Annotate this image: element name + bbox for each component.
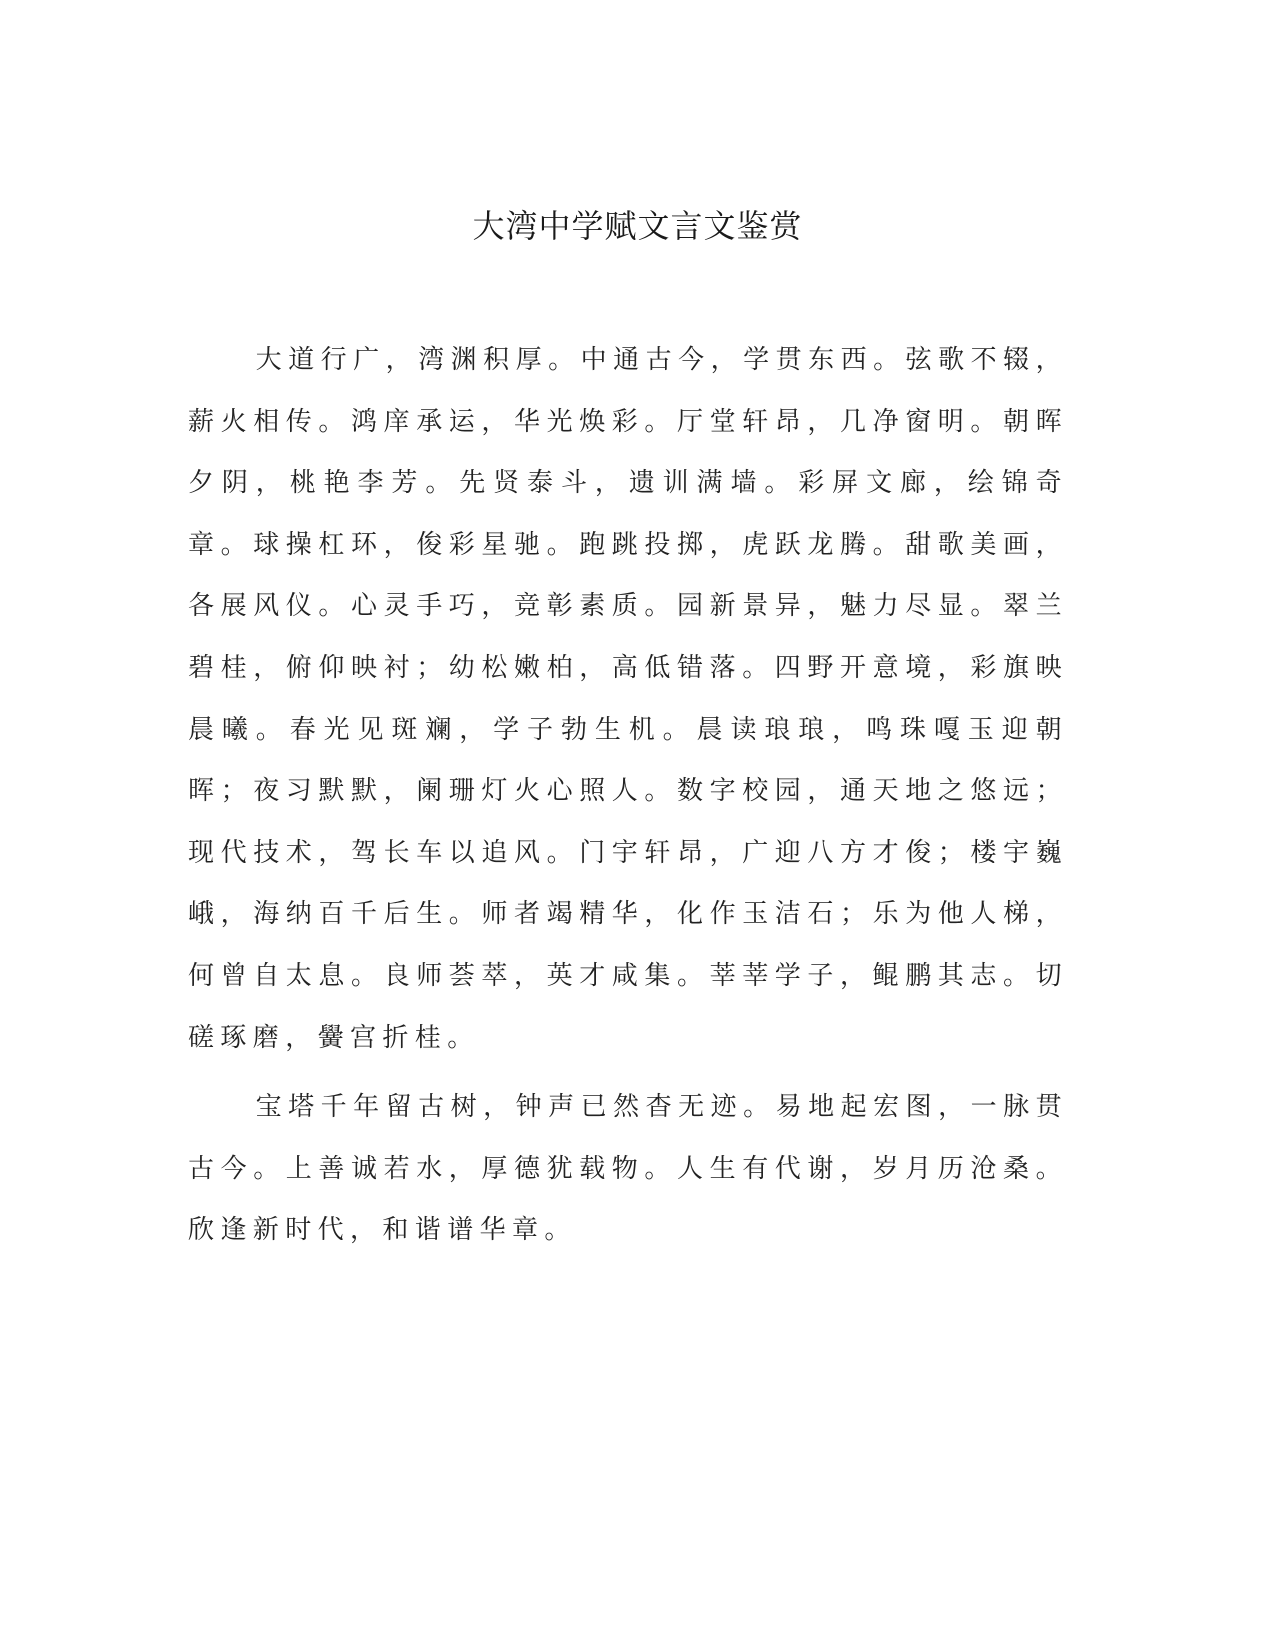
paragraph-1: 大道行广，湾渊积厚。中通古今，学贯东西。弦歌不辍，薪火相传。鸿庠承运，华光焕彩。厅堂轩昂，几净窗明。朝晖夕阴，桃艳李芳。先贤泰斗，遗训满墙。彩屏文廊，绘锦奇章。球操杠环，俊彩星驰。跑跳投掷，虎跃龙腾。甜歌美画，各展风仪。心灵手巧，竞彰素质。园新景异，魅力尽显。翠兰碧桂，俯仰映衬；幼松嫩柏，高低错落。四野开意境，彩旗映晨曦。春光见斑斓，学子勃生机。晨读琅琅，鸣珠嘎玉迎朝晖；夜习默默，阑珊灯火心照人。数字校园，通天地之悠远；现代技术，驾长车以追风。门宇轩昂，广迎八方才俊；楼宇巍峨，海纳百千后生。师者竭精华，化作玉洁石；乐为他人梯，何曾自太息。良师荟萃，英才咸集。莘莘学子，鲲鹏其志。切磋琢磨，黌宫折桂。 <box>188 345 1068 1053</box>
paragraph-2: 宝塔千年留古树，钟声已然杳无迹。易地起宏图，一脉贯古今。上善诚若水，厚德犹载物。人生有代谢，岁月历沧桑。欣逢新时代，和谐谱华章。 <box>188 1092 1068 1246</box>
document-body <box>188 330 1068 1270</box>
page-title: 大湾中学赋文言文鉴赏 <box>472 207 803 245</box>
